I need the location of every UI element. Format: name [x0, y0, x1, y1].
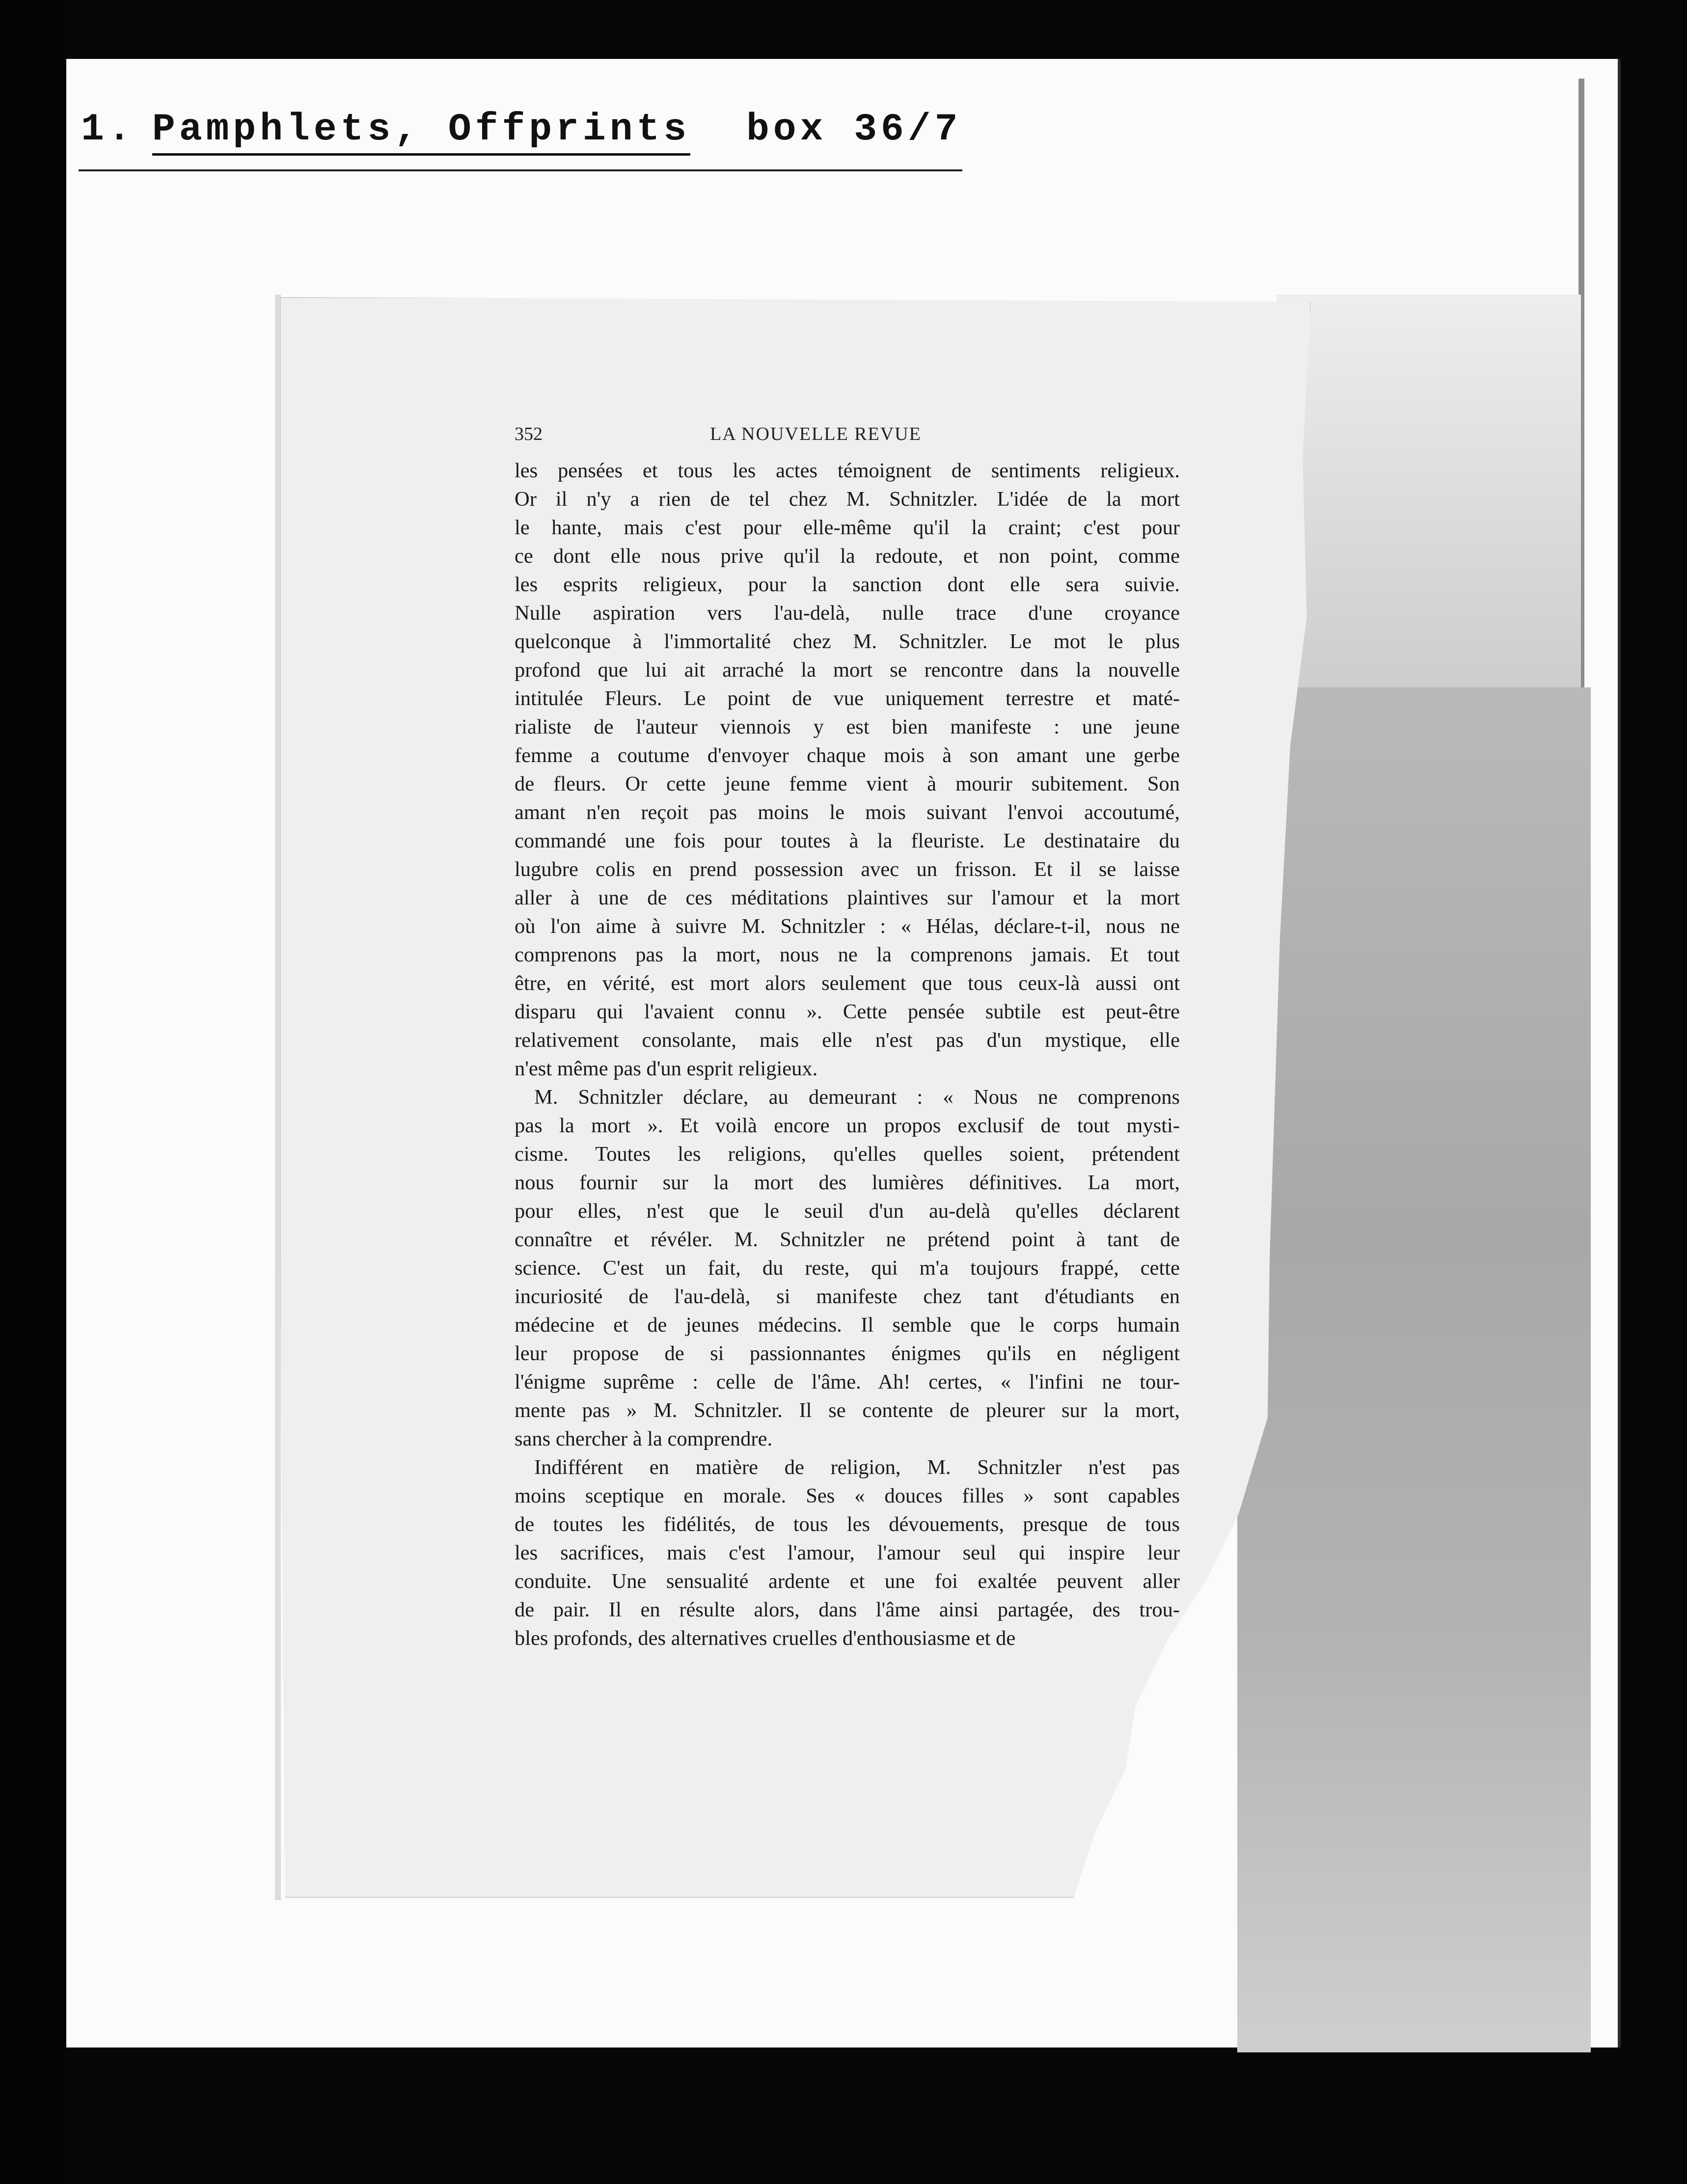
text-line: Nulle aspiration vers l'au-delà, nulle trace d'une croyance	[515, 601, 1180, 625]
text-line: relativement consolante, mais elle n'est pas d'un mystique, elle	[515, 1029, 1180, 1052]
text-line: les pensées et tous les actes témoignent de sentiments religieux.	[515, 459, 1180, 482]
text-line: pas la mort ». Et voilà encore un propos exclusif de tout mysti-	[515, 1114, 1180, 1137]
backing-paper-stain	[1237, 687, 1591, 2052]
text-line: femme a coutume d'envoyer chaque mois à son amant une gerbe	[515, 744, 1180, 767]
text-line: connaître et révéler. M. Schnitzler ne prétend point à tant de	[515, 1228, 1180, 1251]
text-line: l'énigme suprême : celle de l'âme. Ah! certes, « l'infini ne tour-	[515, 1370, 1180, 1393]
text-line: quelconque à l'immortalité chez M. Schnitzler. Le mot le plus	[515, 630, 1180, 653]
text-line: M. Schnitzler déclare, au demeurant : « Nous ne comprenons	[534, 1086, 1180, 1109]
text-line: lugubre colis en prend possession avec un frisson. Et il se laisse	[515, 858, 1180, 881]
text-line: conduite. Une sensualité ardente et une foi exaltée peuvent aller	[515, 1570, 1180, 1593]
text-line: cisme. Toutes les religions, qu'elles quelles soient, prétendent	[515, 1143, 1180, 1166]
running-head	[515, 423, 1182, 448]
collection-label: Pamphlets, Offprints	[152, 108, 690, 156]
text-line: leur propose de si passionnantes énigmes qu'ils en négligent	[515, 1342, 1180, 1365]
text-line: sans chercher à la comprendre.	[515, 1427, 773, 1450]
text-line: disparu qui l'avaient connu ». Cette pensée subtile est peut-être	[515, 1000, 1180, 1023]
text-line: rialiste de l'auteur viennois y est bien manifeste : une jeune	[515, 715, 1180, 738]
text-line: amant n'en reçoit pas moins le mois suivant l'envoi accoutumé,	[515, 801, 1180, 824]
text-line: commandé une fois pour toutes à la fleuriste. Le destinataire du	[515, 829, 1180, 852]
text-line: de toutes les fidélités, de tous les dévouements, presque de tous	[515, 1513, 1180, 1536]
text-line: Or il n'y a rien de tel chez M. Schnitzler. L'idée de la mort	[515, 488, 1180, 511]
text-line: Indifférent en matière de religion, M. Schnitzler n'est pas	[534, 1456, 1180, 1479]
scan-background-left	[0, 0, 66, 2184]
body-text	[515, 457, 1180, 1653]
backing-paper-top	[1277, 295, 1581, 737]
text-line: médecine et de jeunes médecins. Il semble que le corps humain	[515, 1313, 1180, 1337]
text-line: incuriosité de l'au-delà, si manifeste chez tant d'étudiants en	[515, 1285, 1180, 1308]
text-line: où l'on aime à suivre M. Schnitzler : « Hélas, déclare-t-il, nous ne	[515, 915, 1180, 938]
item-number: 1.	[81, 108, 135, 151]
text-line: n'est même pas d'un esprit religieux.	[515, 1057, 818, 1080]
journal-title: LA NOUVELLE REVUE	[710, 424, 922, 444]
text-line: moins sceptique en morale. Ses « douces filles » sont capables	[515, 1484, 1180, 1507]
box-number: box 36/7	[746, 108, 962, 151]
text-line: comprenons pas la mort, nous ne la comprenons jamais. Et tout	[515, 943, 1180, 966]
text-line: les sacrifices, mais c'est l'amour, l'amour seul qui inspire leur	[515, 1541, 1180, 1564]
text-line: intitulée Fleurs. Le point de vue uniquement terrestre et maté-	[515, 687, 1180, 710]
text-line: de pair. Il en résulte alors, dans l'âme ainsi partagée, des trou-	[515, 1598, 1180, 1621]
text-line: le hante, mais c'est pour elle-même qu'il la craint; c'est pour	[515, 516, 1180, 539]
text-line: pour elles, n'est que le seuil d'un au-delà qu'elles déclarent	[515, 1200, 1180, 1223]
text-line: science. C'est un fait, du reste, qui m'a toujours frappé, cette	[515, 1256, 1180, 1280]
text-line: mente pas » M. Schnitzler. Il se contente de pleurer sur la mort,	[515, 1399, 1180, 1422]
text-line: aller à une de ces méditations plaintives sur l'amour et la mort	[515, 886, 1180, 909]
text-line: de fleurs. Or cette jeune femme vient à mourir subitement. Son	[515, 772, 1180, 795]
page-number: 352	[515, 424, 543, 444]
text-line: profond que lui ait arraché la mort se rencontre dans la nouvelle	[515, 658, 1180, 682]
text-line: les esprits religieux, pour la sanction dont elle sera suivie.	[515, 573, 1180, 596]
text-line: ce dont elle nous prive qu'il la redoute, et non point, comme	[515, 545, 1180, 568]
header-underline	[79, 169, 962, 171]
text-line: bles profonds, des alternatives cruelles d'enthousiasme et de	[515, 1627, 1016, 1650]
text-line: nous fournir sur la mort des lumières définitives. La mort,	[515, 1171, 1180, 1194]
text-line: être, en vérité, est mort alors seulement que tous ceux-là aussi ont	[515, 972, 1180, 995]
